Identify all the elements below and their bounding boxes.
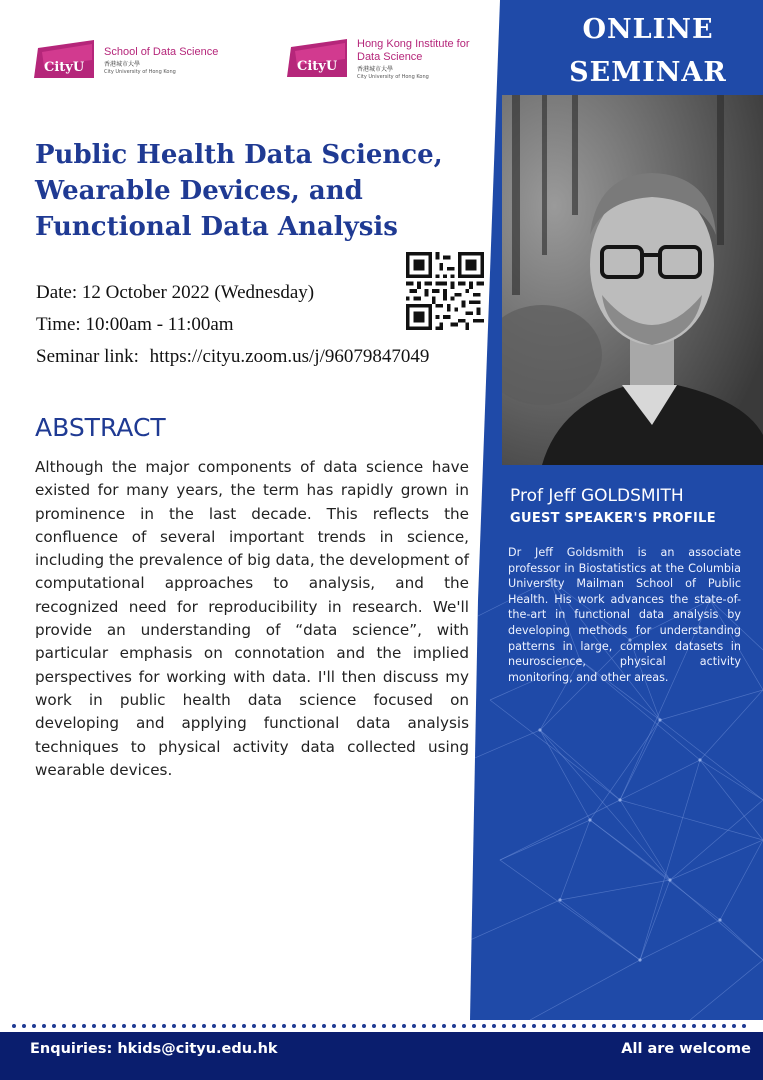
dotted-divider <box>10 1022 753 1030</box>
speaker-bio: Dr Jeff Goldsmith is an associate professor in Biostatistics at the Columbia University Mailman School of Public Health. His work advances the state-of-the-art in functional data analysis by developing methods for understanding patterns in large, complex datasets in neuroscience, physical activity monitoring, and other areas. <box>508 546 741 684</box>
all-welcome-text: All are welcome <box>621 1041 751 1057</box>
seminar-link-row <box>36 346 429 368</box>
speaker-portrait-icon <box>502 95 763 465</box>
seminar-title <box>35 137 465 245</box>
logo-school-of-data-science <box>34 40 218 80</box>
cityu-logo-icon <box>34 40 98 80</box>
enquiries-email[interactable]: Enquiries: hkids@cityu.edu.hk <box>30 1041 278 1057</box>
seminar-link-label: Seminar link: <box>36 346 139 367</box>
title-line-1: Public Health Data Science, <box>35 140 443 170</box>
abstract-body: Although the major components of data science have existed for many years, the term has rapidly grown in prominence in the last decade. This reflects the confluence of several important trends in science, including the prevalence of big data, the development of computational approaches to analysis, and the recognized need for reproducibility in research. We'll provide an understanding of “data science”, with particular emphasis on connotation and the implied perspectives for working with data. I'll then discuss my work in public health data science focused on developing and applying functional data analysis techniques to physical activity data collected using wearable devices. <box>35 458 469 779</box>
logo-hkids <box>287 38 470 80</box>
title-line-2: Wearable Devices, and <box>35 176 363 206</box>
svg-text:CityU: CityU <box>44 60 85 75</box>
logo-english-name: City University of Hong Kong <box>357 74 429 80</box>
logo-chinese-name: 香港城市大學 <box>357 66 394 73</box>
seminar-date: Date: 12 October 2022 (Wednesday) <box>36 282 315 303</box>
abstract-heading: ABSTRACT <box>35 413 166 442</box>
speaker-name: Prof Jeff GOLDSMITH <box>510 486 684 506</box>
qr-code-icon[interactable] <box>406 252 484 330</box>
online-seminar-badge <box>540 8 756 94</box>
logo-institute-name-line2: Data Science <box>357 51 423 63</box>
svg-text:CityU: CityU <box>297 59 338 74</box>
badge-line-2: SEMINAR <box>569 57 727 88</box>
logo-school-name: School of Data Science <box>104 45 219 58</box>
speaker-photo <box>502 95 763 465</box>
title-line-3: Functional Data Analysis <box>35 212 398 242</box>
seminar-time: Time: 10:00am - 11:00am <box>36 314 234 335</box>
logo-english-name: City University of Hong Kong <box>104 68 176 75</box>
seminar-link-url[interactable]: https://cityu.zoom.us/j/96079847049 <box>149 346 430 367</box>
speaker-role: GUEST SPEAKER'S PROFILE <box>510 511 716 526</box>
cityu-logo-icon <box>287 39 351 79</box>
badge-line-1: ONLINE <box>582 14 714 45</box>
logo-institute-name-line1: Hong Kong Institute for <box>357 38 470 50</box>
logo-chinese-name: 香港城市大學 <box>104 60 141 68</box>
